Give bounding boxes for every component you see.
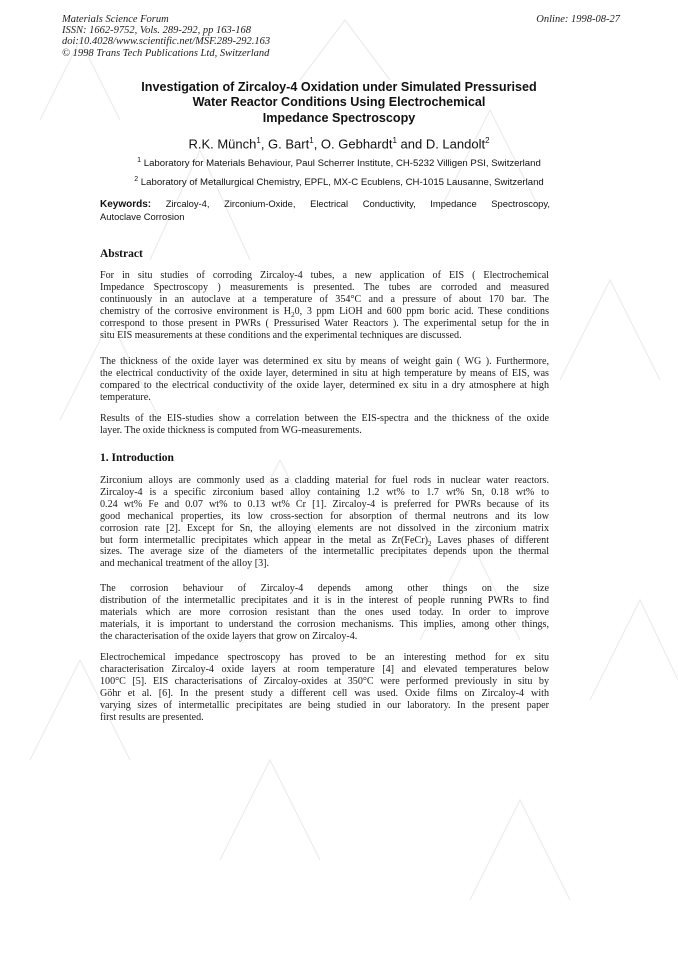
text-line: 0.24 wt% Fe and 0.07 wt% to 0.13 wt% Cr [1]. Zircaloy-4 is preferred for PWRs because of its bbox=[100, 498, 549, 510]
text-line: materials which are more corrosion resistant than the ones used today. In order to improve bbox=[100, 606, 549, 618]
text-line: distribution of the intermetallic precipitates and it is in the interest of people running PWRs to find bbox=[100, 594, 549, 606]
author-name: R.K. Münch bbox=[188, 136, 257, 152]
text-line: 100°C [5]. EIS characterisations of Zircaloy-oxides at 350°C were performed previously in situ by bbox=[100, 675, 549, 687]
author-name: , G. Bart bbox=[260, 136, 310, 152]
introduction-heading: 1. Introduction bbox=[100, 452, 174, 464]
text-fragment: Laves phases of different bbox=[431, 534, 549, 546]
abstract-paragraph bbox=[100, 413, 549, 437]
text-line: layer. The oxide thickness is computed from WG-measurements. bbox=[100, 424, 362, 436]
author-affil-mark: 2 bbox=[485, 136, 490, 145]
text-line bbox=[100, 306, 549, 318]
keywords-label: Keywords: bbox=[100, 199, 152, 210]
text-line: Zirconium alloys are commonly used as a cladding material for fuel rods in nuclear water reactors. bbox=[100, 475, 549, 486]
title-line: Water Reactor Conditions Using Electrochemical bbox=[192, 95, 486, 110]
text-line: and mechanical treatment of the alloy [3]. bbox=[100, 558, 269, 570]
text-fragment: chemistry of the corrosive environment is H bbox=[100, 305, 292, 317]
text-line: corrosion rate [2]. Except for Sn, the alloying elements are not dissolved in the zirconium matrix bbox=[100, 522, 549, 534]
affiliation-text: Laboratory for Materials Behaviour, Paul Scherrer Institute, CH-5232 Villigen PSI, Switzerland bbox=[141, 158, 541, 170]
text-line: Electrochemical impedance spectroscopy has proved to be an interesting method for ex situ bbox=[100, 652, 549, 663]
abstract-heading: Abstract bbox=[100, 248, 143, 260]
author-affil-mark: 1 bbox=[392, 136, 397, 145]
journal-issn: ISSN: 1662-9752, Vols. 289-292, pp 163-168 bbox=[62, 25, 251, 37]
affiliation bbox=[80, 176, 598, 188]
author-affil-mark: 1 bbox=[309, 136, 314, 145]
text-line: sizes. The average size of the diameters of the intermetallic precipitates depends upon the thermal bbox=[100, 546, 549, 558]
introduction-paragraph bbox=[100, 475, 549, 570]
affiliation-text: Laboratory of Metallurgical Chemistry, EPFL, MX-C Ecublens, CH-1015 Lausanne, Switzerland bbox=[138, 177, 544, 189]
text-line: the characterisation of the oxide layers that grow on Zircaloy-4. bbox=[100, 630, 358, 642]
journal-name: Materials Science Forum bbox=[62, 14, 169, 25]
text-line: correspond to those present in PWRs ( Pressurised Water Reactors ). The experimental setup for the in bbox=[100, 317, 549, 329]
text-line: first results are presented. bbox=[100, 711, 204, 723]
abstract-paragraph bbox=[100, 270, 549, 341]
text-line: Results of the EIS-studies show a correlation between the EIS-spectra and the thickness of the oxide bbox=[100, 413, 549, 424]
paper-title bbox=[100, 80, 578, 126]
journal-header bbox=[62, 14, 362, 59]
text-line: good mechanical properties, its low cross-section for absorption of thermal neutrons and its low bbox=[100, 510, 549, 522]
text-line: compared to the electrical conductivity of the oxide layer, determined ex situ in a dry atmosphere at high bbox=[100, 379, 549, 391]
journal-copyright: © 1998 Trans Tech Publications Ltd, Switzerland bbox=[62, 47, 270, 59]
author-affil-mark: 1 bbox=[256, 136, 261, 145]
text-line: varying sizes of intermetallic precipitates are being studied in our laboratory. In the present paper bbox=[100, 699, 549, 711]
text-line: Impedance Spectroscopy ) measurements is presented. The tubes are corroded and measured bbox=[100, 281, 549, 293]
text-line: situ EIS measurements at these conditions and the experimental techniques are discussed. bbox=[100, 329, 462, 341]
affiliation-mark: 1 bbox=[137, 157, 142, 164]
text-fragment: 0, 3 ppm LiOH and 600 ppm boric acid. These conditions bbox=[294, 305, 549, 317]
text-line: For in situ studies of corroding Zircaloy-4 tubes, a new application of EIS ( Electrochemical bbox=[100, 270, 549, 281]
keywords-text: Zircaloy-4, Zirconium-Oxide, Electrical Conductivity, Impedance Spectroscopy, bbox=[151, 198, 550, 209]
author-name: and D. Landolt bbox=[396, 136, 486, 152]
text-line: temperature. bbox=[100, 391, 151, 403]
introduction-paragraph bbox=[100, 583, 549, 643]
subscript: 2 bbox=[427, 539, 432, 548]
text-line: Göhr et al. [6]. In the present study a different cell was used. Oxide films on Zircaloy-4 with bbox=[100, 687, 549, 699]
author-list bbox=[100, 136, 578, 151]
keywords-text: Autoclave Corrosion bbox=[100, 211, 185, 222]
introduction-paragraph bbox=[100, 652, 549, 723]
keywords bbox=[100, 198, 550, 223]
title-line: Impedance Spectroscopy bbox=[262, 110, 416, 125]
journal-doi[interactable]: doi:10.4028/www.scientific.net/MSF.289-292.163 bbox=[62, 36, 271, 48]
author-name: , O. Gebhardt bbox=[313, 136, 393, 152]
abstract-paragraph bbox=[100, 356, 549, 404]
text-line: characterisation Zircaloy-4 oxide layers at room temperature [4] and elevated temperatures below bbox=[100, 663, 549, 675]
text-line: continuously in an autoclave at a temperature of 354°C and a pressure of about 170 bar. The bbox=[100, 293, 549, 305]
text-line bbox=[100, 535, 549, 547]
text-line: Zircaloy-4 is a specific zirconium based alloy containing 1.2 wt% to 1.7 wt% Sn, 0.18 wt% to bbox=[100, 486, 549, 498]
text-line: materials, it is important to understand the corrosion mechanisms. This implies, among other things, bbox=[100, 618, 549, 630]
text-fragment: but form intermetallic precipitates which appear in the metal as Zr(FeCr) bbox=[100, 534, 428, 546]
affiliation-mark: 2 bbox=[134, 176, 139, 183]
online-date: Online: 1998-08-27 bbox=[536, 14, 620, 25]
text-line: the electrical conductivity of the oxide layer, determined in situ at high temperature by means of EIS, was bbox=[100, 367, 549, 379]
text-line: The thickness of the oxide layer was determined ex situ by means of weight gain ( WG ). Furthermore, bbox=[100, 356, 549, 367]
title-line: Investigation of Zircaloy-4 Oxidation under Simulated Pressurised bbox=[141, 80, 537, 94]
subscript: 2 bbox=[291, 310, 295, 319]
affiliation bbox=[80, 157, 598, 169]
text-line: The corrosion behaviour of Zircaloy-4 depends among other things on the size bbox=[100, 583, 549, 594]
